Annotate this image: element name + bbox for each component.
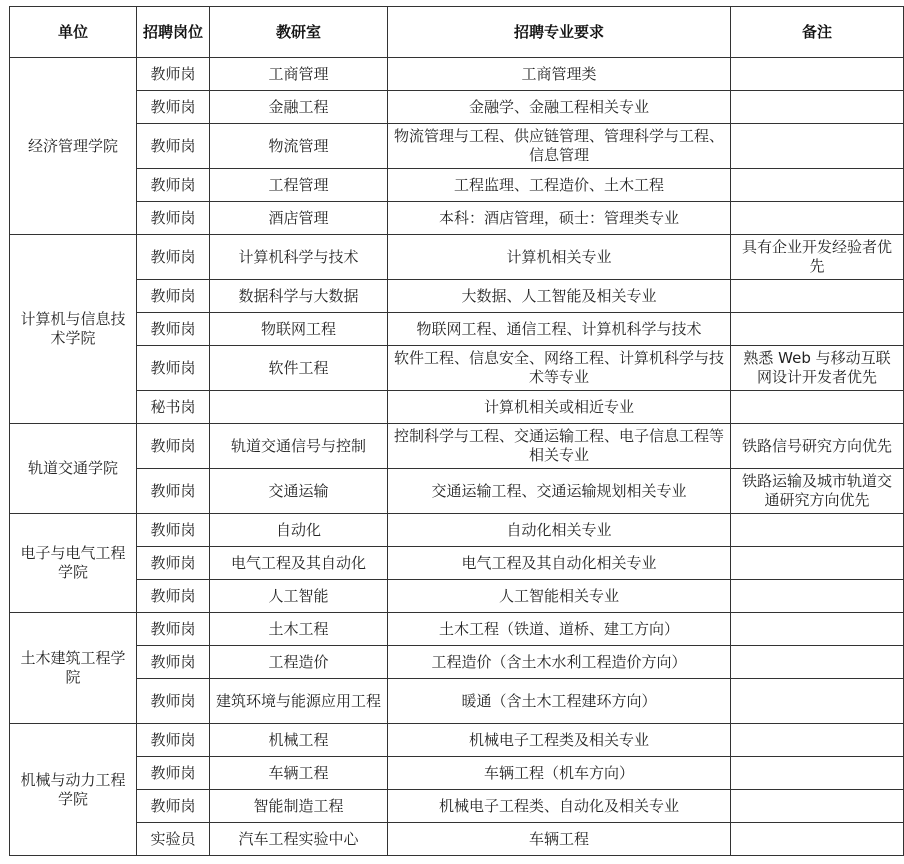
- remark-cell: 铁路运输及城市轨道交通研究方向优先: [731, 469, 904, 514]
- office-cell: [210, 391, 388, 424]
- table-row: [10, 313, 904, 346]
- requirement-cell: 计算机相关或相近专业: [388, 391, 731, 424]
- remark-cell: [731, 646, 904, 679]
- remark-cell: [731, 313, 904, 346]
- position-cell: 教师岗: [137, 124, 210, 169]
- unit-cell: 电子与电气工程学院: [10, 514, 137, 613]
- requirement-cell: 机械电子工程类及相关专业: [388, 724, 731, 757]
- position-cell: 实验员: [137, 823, 210, 856]
- remark-cell: [731, 613, 904, 646]
- requirement-cell: 工程造价（含土木水利工程造价方向）: [388, 646, 731, 679]
- office-cell: 数据科学与大数据: [210, 280, 388, 313]
- table-row: [10, 580, 904, 613]
- requirement-cell: 车辆工程: [388, 823, 731, 856]
- office-cell: 工程造价: [210, 646, 388, 679]
- remark-cell: [731, 514, 904, 547]
- requirement-cell: 物联网工程、通信工程、计算机科学与技术: [388, 313, 731, 346]
- requirement-cell: 控制科学与工程、交通运输工程、电子信息工程等相关专业: [388, 424, 731, 469]
- table-row: [10, 202, 904, 235]
- office-cell: 工程管理: [210, 169, 388, 202]
- remark-cell: 具有企业开发经验者优先: [731, 235, 904, 280]
- position-cell: 教师岗: [137, 646, 210, 679]
- office-cell: 交通运输: [210, 469, 388, 514]
- remark-cell: [731, 724, 904, 757]
- table-row: [10, 91, 904, 124]
- requirement-cell: 电气工程及其自动化相关专业: [388, 547, 731, 580]
- position-cell: 秘书岗: [137, 391, 210, 424]
- position-cell: 教师岗: [137, 202, 210, 235]
- remark-cell: [731, 823, 904, 856]
- table-row: [10, 391, 904, 424]
- position-cell: 教师岗: [137, 91, 210, 124]
- remark-cell: [731, 391, 904, 424]
- requirement-cell: 大数据、人工智能及相关专业: [388, 280, 731, 313]
- position-cell: 教师岗: [137, 58, 210, 91]
- table-row: [10, 547, 904, 580]
- requirement-cell: 金融学、金融工程相关专业: [388, 91, 731, 124]
- office-cell: 酒店管理: [210, 202, 388, 235]
- position-cell: 教师岗: [137, 346, 210, 391]
- unit-cell: 机械与动力工程学院: [10, 724, 137, 856]
- office-cell: 机械工程: [210, 724, 388, 757]
- office-cell: 建筑环境与能源应用工程: [210, 679, 388, 724]
- remark-cell: [731, 58, 904, 91]
- remark-cell: [731, 202, 904, 235]
- office-cell: 软件工程: [210, 346, 388, 391]
- position-cell: 教师岗: [137, 613, 210, 646]
- position-cell: 教师岗: [137, 424, 210, 469]
- remark-cell: 铁路信号研究方向优先: [731, 424, 904, 469]
- table-row: [10, 58, 904, 91]
- table-row: [10, 124, 904, 169]
- requirement-cell: 土木工程（铁道、道桥、建工方向）: [388, 613, 731, 646]
- office-cell: 电气工程及其自动化: [210, 547, 388, 580]
- position-cell: 教师岗: [137, 757, 210, 790]
- table-row: [10, 646, 904, 679]
- table-row: [10, 469, 904, 514]
- office-cell: 人工智能: [210, 580, 388, 613]
- requirement-cell: 自动化相关专业: [388, 514, 731, 547]
- table-row: [10, 724, 904, 757]
- header-position: 招聘岗位: [137, 7, 210, 58]
- remark-cell: [731, 757, 904, 790]
- table-row: [10, 424, 904, 469]
- table-row: [10, 514, 904, 547]
- table-row: [10, 235, 904, 280]
- position-cell: 教师岗: [137, 169, 210, 202]
- table-row: [10, 790, 904, 823]
- office-cell: 轨道交通信号与控制: [210, 424, 388, 469]
- table-row: [10, 346, 904, 391]
- position-cell: 教师岗: [137, 679, 210, 724]
- remark-cell: [731, 169, 904, 202]
- remark-cell: [731, 280, 904, 313]
- requirement-cell: 暖通（含土木工程建环方向）: [388, 679, 731, 724]
- unit-cell: 经济管理学院: [10, 58, 137, 235]
- position-cell: 教师岗: [137, 580, 210, 613]
- requirement-cell: 交通运输工程、交通运输规划相关专业: [388, 469, 731, 514]
- requirement-cell: 工程监理、工程造价、土木工程: [388, 169, 731, 202]
- unit-cell: 土木建筑工程学院: [10, 613, 137, 724]
- office-cell: 智能制造工程: [210, 790, 388, 823]
- remark-cell: [731, 547, 904, 580]
- header-requirement: 招聘专业要求: [388, 7, 731, 58]
- recruitment-document: [9, 6, 903, 856]
- requirement-cell: 机械电子工程类、自动化及相关专业: [388, 790, 731, 823]
- unit-cell: 轨道交通学院: [10, 424, 137, 514]
- requirement-cell: 软件工程、信息安全、网络工程、计算机科学与技术等专业: [388, 346, 731, 391]
- requirement-cell: 人工智能相关专业: [388, 580, 731, 613]
- position-cell: 教师岗: [137, 235, 210, 280]
- office-cell: 土木工程: [210, 613, 388, 646]
- recruitment-table: [9, 6, 904, 856]
- office-cell: 工商管理: [210, 58, 388, 91]
- office-cell: 物联网工程: [210, 313, 388, 346]
- requirement-cell: 物流管理与工程、供应链管理、管理科学与工程、信息管理: [388, 124, 731, 169]
- remark-cell: 熟悉 Web 与移动互联网设计开发者优先: [731, 346, 904, 391]
- remark-cell: [731, 91, 904, 124]
- requirement-cell: 本科：酒店管理，硕士：管理类专业: [388, 202, 731, 235]
- position-cell: 教师岗: [137, 313, 210, 346]
- position-cell: 教师岗: [137, 514, 210, 547]
- position-cell: 教师岗: [137, 724, 210, 757]
- remark-cell: [731, 580, 904, 613]
- unit-cell: 计算机与信息技术学院: [10, 235, 137, 424]
- office-cell: 自动化: [210, 514, 388, 547]
- header-remark: 备注: [731, 7, 904, 58]
- table-row: [10, 280, 904, 313]
- position-cell: 教师岗: [137, 469, 210, 514]
- requirement-cell: 车辆工程（机车方向）: [388, 757, 731, 790]
- position-cell: 教师岗: [137, 790, 210, 823]
- office-cell: 物流管理: [210, 124, 388, 169]
- remark-cell: [731, 679, 904, 724]
- header-office: 教研室: [210, 7, 388, 58]
- requirement-cell: 计算机相关专业: [388, 235, 731, 280]
- requirement-cell: 工商管理类: [388, 58, 731, 91]
- office-cell: 计算机科学与技术: [210, 235, 388, 280]
- office-cell: 车辆工程: [210, 757, 388, 790]
- position-cell: 教师岗: [137, 547, 210, 580]
- office-cell: 汽车工程实验中心: [210, 823, 388, 856]
- header-row: [10, 7, 904, 58]
- remark-cell: [731, 124, 904, 169]
- header-unit: 单位: [10, 7, 137, 58]
- table-row: [10, 757, 904, 790]
- office-cell: 金融工程: [210, 91, 388, 124]
- position-cell: 教师岗: [137, 280, 210, 313]
- table-row: [10, 169, 904, 202]
- table-row: [10, 679, 904, 724]
- table-row: [10, 613, 904, 646]
- table-row: [10, 823, 904, 856]
- remark-cell: [731, 790, 904, 823]
